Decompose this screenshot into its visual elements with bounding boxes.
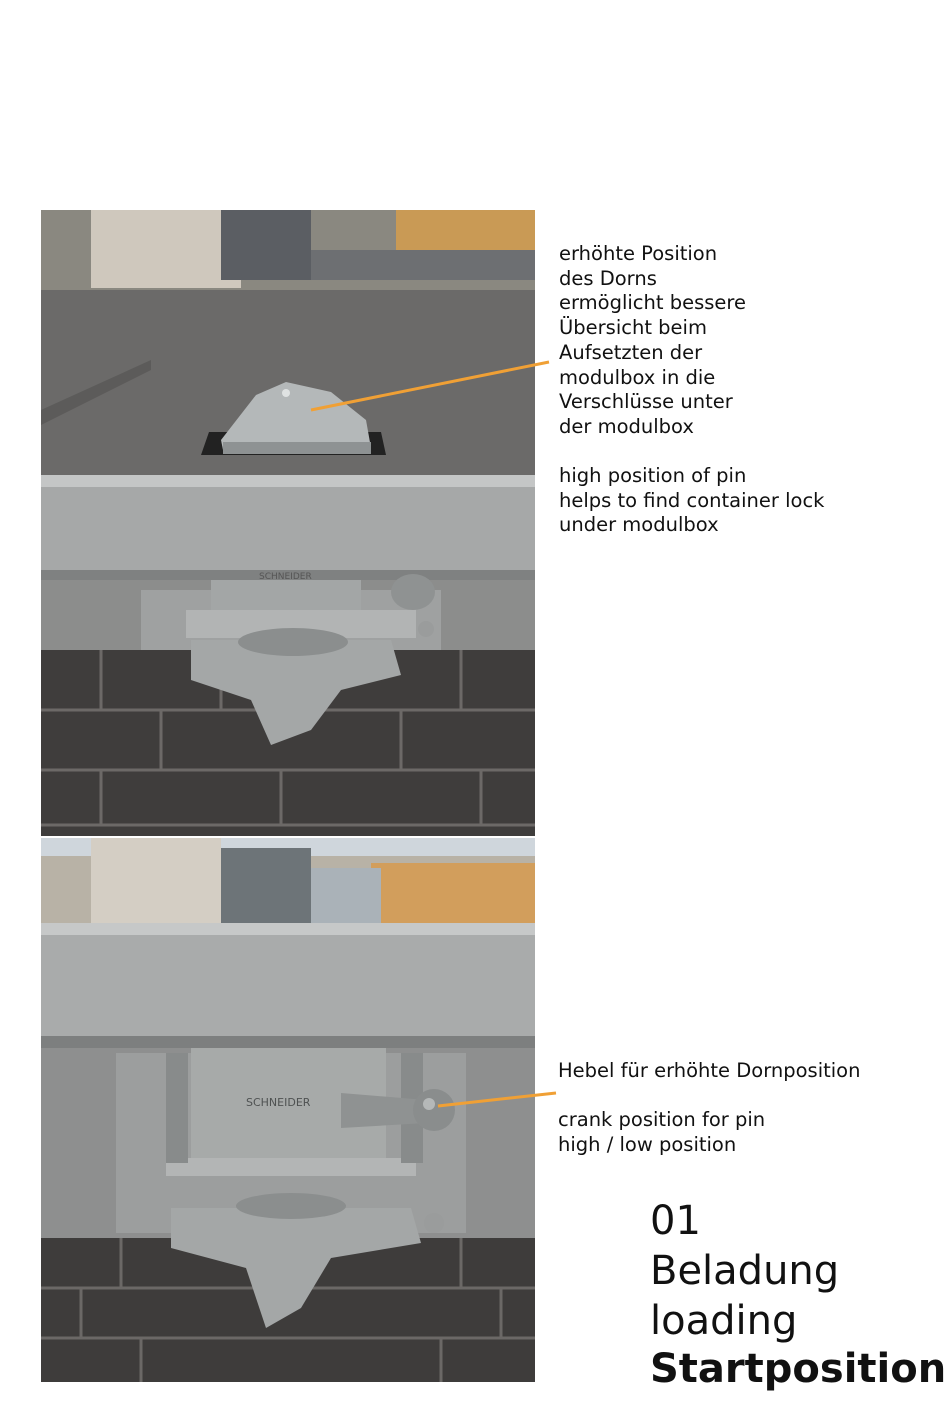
annotation-pin-german: erhöhte Position des Dorns ermöglicht bessere Übersicht beim Aufsetzten der modulbox in die Verschlüsse unter der modulbox [559,242,747,438]
raised-pin-illustration [41,210,535,836]
step-number: 01 [650,1198,701,1244]
annotation-pin-english: high position of pin helps to find container lock under modulbox [559,464,825,537]
stamp-text: SCHNEIDER [246,1096,311,1109]
photo-crank-handle [41,838,535,1382]
step-title-english: loading [650,1298,798,1344]
step-subtitle: Startposition [650,1346,947,1392]
photo-raised-pin [41,210,535,836]
annotation-crank-german: Hebel für erhöhte Dornposition [558,1059,861,1082]
crank-handle-illustration [41,838,535,1382]
step-title-german: Beladung [650,1248,840,1294]
annotation-crank-english: crank position for pin high / low position [558,1108,766,1156]
stamp-text: SCHNEIDER [259,572,312,582]
